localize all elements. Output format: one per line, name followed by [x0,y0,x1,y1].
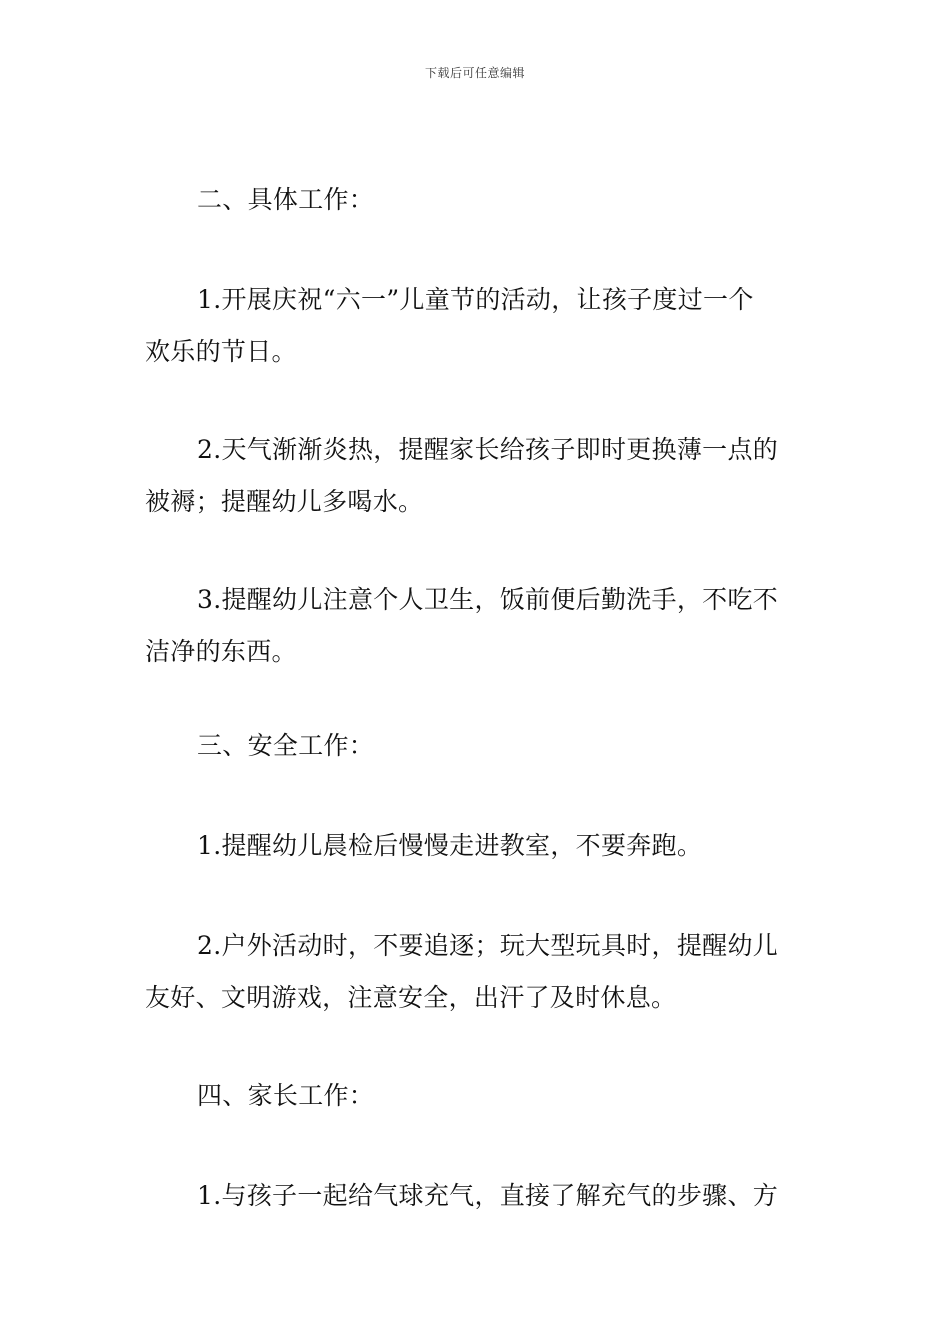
paragraph-item [145,274,810,378]
section-heading-safety-work [145,720,810,772]
heading-text: 二、具体工作： [197,185,375,214]
paragraph-item [145,820,810,872]
paragraph-line: 2.天气渐渐炎热，提醒家长给孩子即时更换薄一点的 [197,435,779,464]
page-header: 下载后可任意编辑 [424,66,525,80]
heading-text: 三、安全工作： [197,731,375,760]
section-heading-parent-work [145,1070,810,1122]
paragraph-item [145,574,810,678]
paragraph-item [145,424,810,528]
paragraph-line: 友好、文明游戏，注意安全，出汗了及时休息。 [145,983,677,1012]
paragraph-item [145,1170,810,1222]
paragraph-line: 1.与孩子一起给气球充气，直接了解充气的步骤、方 [197,1181,779,1210]
paragraph-item [145,920,810,1024]
paragraph-line: 被褥；提醒幼儿多喝水。 [145,487,424,516]
section-heading-specific-work [145,174,810,226]
paragraph-line: 欢乐的节日。 [145,337,297,366]
paragraph-line: 3.提醒幼儿注意个人卫生，饭前便后勤洗手，不吃不 [197,585,779,614]
paragraph-line: 1.提醒幼儿晨检后慢慢走进教室，不要奔跑。 [197,831,703,860]
paragraph-line: 2.户外活动时，不要追逐；玩大型玩具时，提醒幼儿 [197,931,779,960]
paragraph-line: 洁净的东西。 [145,637,297,666]
heading-text: 四、家长工作： [197,1081,375,1110]
paragraph-line: 1.开展庆祝“六一”儿童节的活动，让孩子度过一个 [197,285,754,314]
